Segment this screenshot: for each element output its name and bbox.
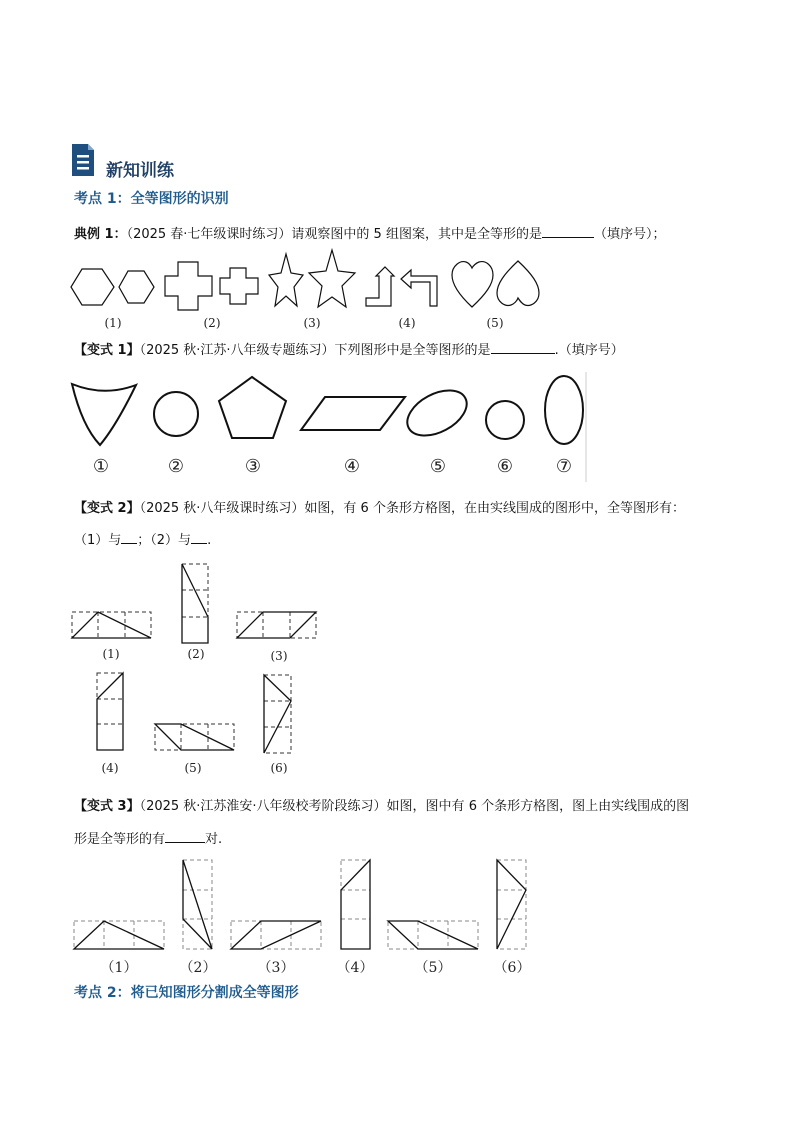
- figure-label: (2): [187, 647, 205, 661]
- variant-2-answer-line: （1）与 ；（2）与 .: [74, 530, 474, 551]
- variant-1-suffix: .（填序号）: [554, 343, 624, 358]
- example-1-suffix: （填序号）；: [593, 227, 666, 242]
- figure-label: (1): [104, 316, 122, 330]
- variant-3-prefix: 【变式 3】: [74, 799, 140, 814]
- figure-label: (6): [270, 761, 288, 775]
- figure-label: (2): [203, 316, 221, 330]
- figure-label: （2）: [179, 960, 217, 976]
- figure-label: (5): [184, 761, 202, 775]
- figure-label: ⑥: [496, 456, 514, 477]
- grid-shape-4: [341, 860, 370, 949]
- variant-3-answer-line: 形是全等形的有 对.: [74, 829, 474, 850]
- figure-label: (1): [102, 647, 120, 661]
- kaodian-2-title: 考点 2：将已知图形分割成全等图形: [74, 985, 299, 1001]
- variant-2-text: （2025 秋·八年级课时练习）如图，有 6 个条形方格图，在由实线围成的图形中，全等图形有：: [139, 501, 685, 516]
- figure-label: ③: [244, 456, 262, 477]
- figure-label: (4): [101, 761, 119, 775]
- variant-1-text: （2025 秋·江苏·八年级专题练习）下列图形中是全等图形的是: [139, 343, 491, 358]
- grid-shape-1: [74, 921, 164, 949]
- figure-label: ④: [343, 456, 361, 477]
- kaodian-1-title: 考点 1：全等图形的识别: [74, 191, 229, 207]
- figure-label: ①: [92, 456, 110, 477]
- figure-label: （1）: [100, 960, 138, 976]
- grid-shape-3: [231, 921, 321, 949]
- figure-label: (5): [486, 316, 504, 330]
- figure-label: (3): [303, 316, 321, 330]
- figure-label: (4): [398, 316, 416, 330]
- figure-label: (3): [270, 649, 288, 663]
- grid-shape-2: [183, 860, 212, 949]
- figure-label: （5）: [414, 960, 452, 976]
- figure-label: （6）: [493, 960, 531, 976]
- figure-label: ②: [167, 456, 185, 477]
- example-1-text: （2025 春·七年级课时练习）请观察图中的 5 组图案，其中是全等形的是: [126, 227, 542, 242]
- figure-label: （4）: [336, 960, 374, 976]
- figure-label: ⑤: [429, 456, 447, 477]
- grid-shape-6: [497, 860, 526, 949]
- grid-shape-5: [388, 921, 478, 949]
- variant-2-prefix: 【变式 2】: [74, 501, 140, 516]
- variant-1-prefix: 【变式 1】: [74, 343, 140, 358]
- figure-label: （3）: [257, 960, 295, 976]
- figure-label: ⑦: [555, 456, 573, 477]
- example-1-prefix: 典例 1：: [74, 227, 127, 242]
- section-title: 新知训练: [106, 161, 174, 181]
- variant-3-text: （2025 秋·江苏淮安·八年级校考阶段练习）如图，图中有 6 个条形方格图，图上由实线围成的图: [139, 799, 690, 814]
